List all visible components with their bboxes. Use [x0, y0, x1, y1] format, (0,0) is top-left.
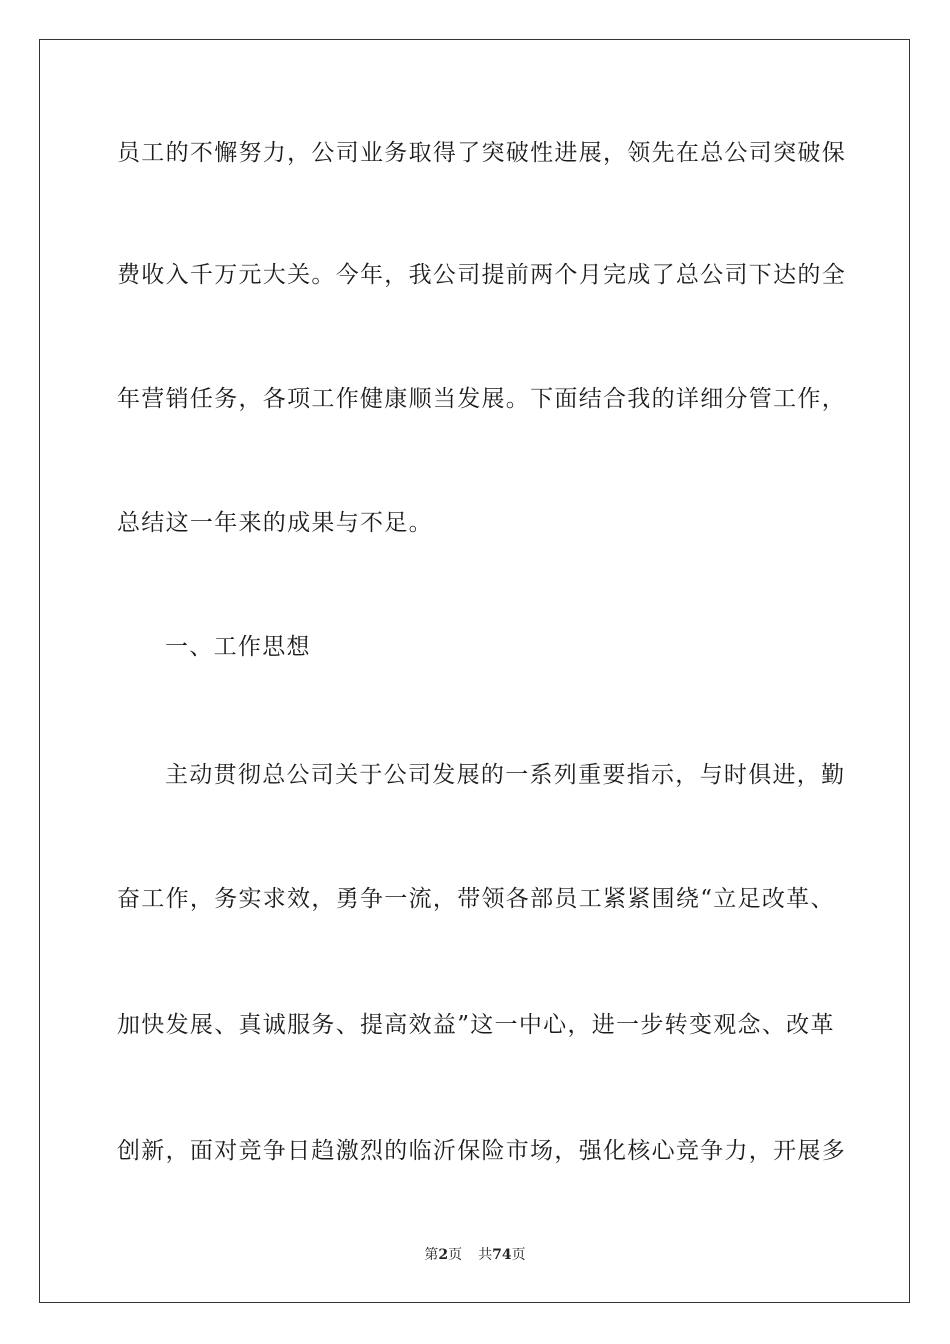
total-prefix: 共: [478, 1247, 493, 1263]
page-suffix: 页: [448, 1247, 463, 1263]
total-suffix: 页: [511, 1247, 526, 1263]
paragraph-line: 总结这一年来的成果与不足。: [117, 510, 433, 536]
paragraph-line: 费收入千万元大关。今年，我公司提前两个月完成了总公司下达的全: [117, 262, 846, 288]
paragraph-line: 年营销任务，各项工作健康顺当发展。下面结合我的详细分管工作，: [117, 386, 846, 412]
total-pages: 74: [492, 1247, 512, 1263]
section-heading: 一、工作思想: [165, 634, 311, 660]
page-footer: [0, 1245, 950, 1265]
page-prefix: 第: [424, 1247, 439, 1263]
paragraph-line: 主动贯彻总公司关于公司发展的一系列重要指示，与时俱进，勤: [165, 762, 846, 788]
paragraph-line: 创新，面对竞争日趋激烈的临沂保险市场，强化核心竞争力，开展多: [117, 1138, 846, 1164]
paragraph-line: 加快发展、真诚服务、提高效益”这一中心，进一步转变观念、改革: [117, 1012, 835, 1038]
paragraph-line: 奋工作，务实求效，勇争一流，带领各部员工紧紧围绕“立足改革、: [117, 886, 835, 912]
page-number: 2: [438, 1247, 449, 1263]
paragraph-line: 员工的不懈努力，公司业务取得了突破性进展，领先在总公司突破保: [117, 140, 846, 166]
page-border: [39, 39, 910, 1303]
